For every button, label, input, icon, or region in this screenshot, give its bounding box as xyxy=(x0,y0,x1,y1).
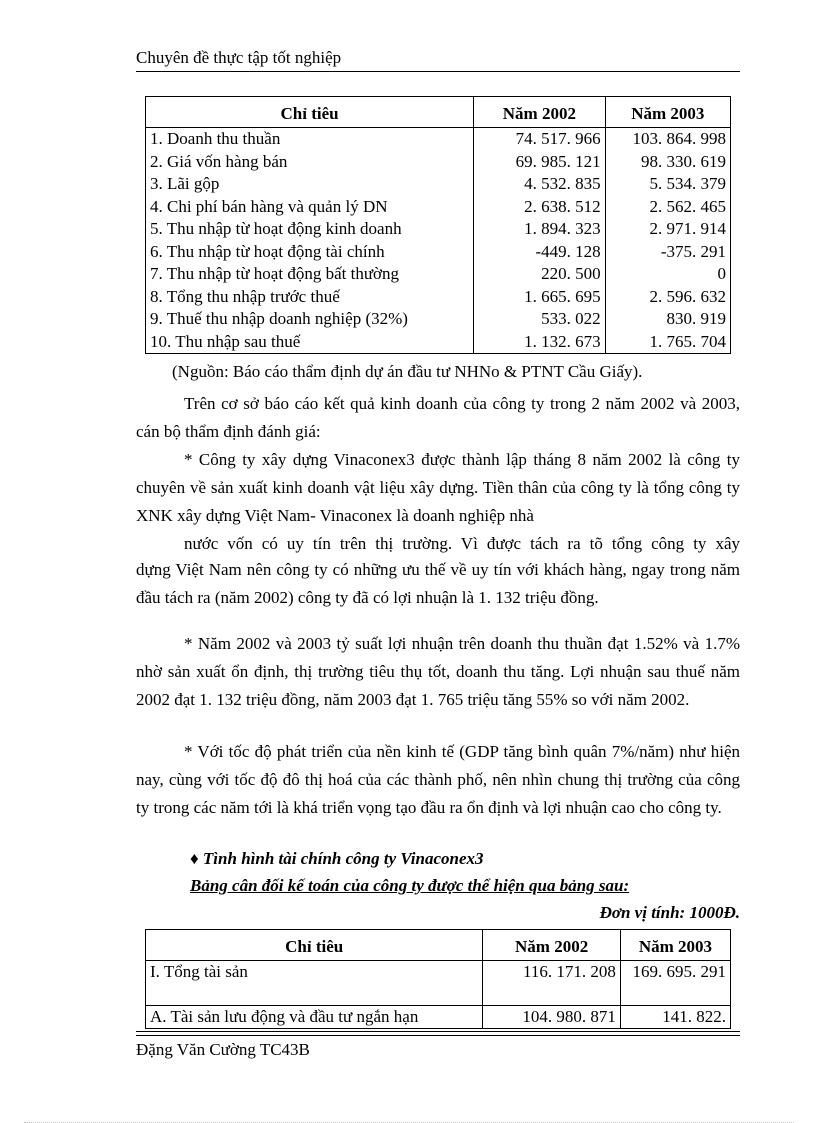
row-label: 9. Thuế thu nhập doanh nghiệp (32%) xyxy=(146,308,474,331)
row-label: 3. Lãi gộp xyxy=(146,173,474,196)
value-2003: 5. 534. 379 xyxy=(605,173,730,196)
table-row xyxy=(146,961,731,1006)
table-row xyxy=(146,151,731,174)
column-header-2003: Năm 2003 xyxy=(620,930,730,961)
value-2003: -375. 291 xyxy=(605,241,730,264)
column-header-2003: Năm 2003 xyxy=(605,97,730,128)
table-row xyxy=(146,196,731,219)
row-label: 1. Doanh thu thuần xyxy=(146,128,474,151)
table-row xyxy=(146,286,731,309)
section-subtitle-balance-sheet: Bảng cân đối kế toán của công ty được thể hiện qua bảng sau: xyxy=(190,876,630,895)
value-2002: 116. 171. 208 xyxy=(483,961,621,1006)
balance-sheet-table xyxy=(145,929,731,1029)
value-2002: 69. 985. 121 xyxy=(474,151,605,174)
column-header-2002: Năm 2002 xyxy=(474,97,605,128)
value-2002: 220. 500 xyxy=(474,263,605,286)
table-source-note: (Nguồn: Báo cáo thẩm định dự án đầu tư NHNo & PTNT Cầu Giấy). xyxy=(172,362,643,381)
header-rule xyxy=(136,71,740,72)
value-2003: 0 xyxy=(605,263,730,286)
value-2003: 141. 822. xyxy=(620,1006,730,1029)
row-label: I. Tổng tài sản xyxy=(146,961,483,1006)
table-row xyxy=(146,308,731,331)
value-2003: 98. 330. 619 xyxy=(605,151,730,174)
table-row xyxy=(146,1006,731,1029)
row-label: 2. Giá vốn hàng bán xyxy=(146,151,474,174)
column-header-indicator: Chỉ tiêu xyxy=(146,97,474,128)
value-2003: 1. 765. 704 xyxy=(605,331,730,354)
value-2003: 103. 864. 998 xyxy=(605,128,730,151)
value-2002: 104. 980. 871 xyxy=(483,1006,621,1029)
value-2002: 1. 894. 323 xyxy=(474,218,605,241)
paragraph-profit-ratio: * Năm 2002 và 2003 tỷ suất lợi nhuận trên doanh thu thuần đạt 1.52% và 1.7% nhờ sản xuất ổn định, thị trường tiêu thụ tốt, doanh thu tăng. Lợi nhuận sau thuế năm 2002 đạt 1. 132 triệu đồng, năm 2003 đạt 1. 765 triệu tăng 55% so với năm 2002. xyxy=(136,634,740,709)
value-2002: 1. 665. 695 xyxy=(474,286,605,309)
row-label: 6. Thu nhập từ hoạt động tài chính xyxy=(146,241,474,264)
paragraph-assessment-intro: Trên cơ sở báo cáo kết quả kinh doanh của công ty trong 2 năm 2002 và 2003, cán bộ thẩm định đánh giá: xyxy=(136,394,740,441)
value-2003: 2. 971. 914 xyxy=(605,218,730,241)
paragraph-company-background-continued-a: nước vốn có uy tín trên thị trường. Vì được tách ra tõ tổng công ty xây xyxy=(184,534,740,553)
value-2002: 533. 022 xyxy=(474,308,605,331)
value-2002: 4. 532. 835 xyxy=(474,173,605,196)
footer-rule xyxy=(136,1031,740,1032)
row-label: 10. Thu nhập sau thuế xyxy=(146,331,474,354)
value-2002: -449. 128 xyxy=(474,241,605,264)
column-header-2002: Năm 2002 xyxy=(483,930,621,961)
table-row xyxy=(146,331,731,354)
value-2002: 74. 517. 966 xyxy=(474,128,605,151)
value-2003: 2. 562. 465 xyxy=(605,196,730,219)
unit-note: Đơn vị tính: 1000Đ. xyxy=(599,903,740,922)
table-row xyxy=(146,128,731,151)
value-2002: 2. 638. 512 xyxy=(474,196,605,219)
table-row xyxy=(146,263,731,286)
value-2003: 2. 596. 632 xyxy=(605,286,730,309)
section-title-financial-status: ♦ Tình hình tài chính công ty Vinaconex3 xyxy=(190,849,484,868)
paragraph-market-outlook: * Với tốc độ phát triển của nền kinh tế (GDP tăng bình quân 7%/năm) như hiện nay, cùng với tốc độ đô thị hoá của các thành phố, nên nhìn chung thị trường của công ty trong các năm tới là khá triển vọng tạo đầu ra ổn định và lợi nhuận cao cho công ty. xyxy=(136,742,740,817)
footer-rule-thin xyxy=(136,1035,740,1036)
table-row xyxy=(146,173,731,196)
paragraph-company-background: * Công ty xây dựng Vinaconex3 được thành lập tháng 8 năm 2002 là công ty chuyên về sản xuất kinh doanh vật liệu xây dựng. Tiền thân của công ty là tổng công ty XNK xây dựng Việt Nam- Vinaconex là doanh nghiệp nhà xyxy=(136,450,740,525)
value-2003: 830. 919 xyxy=(605,308,730,331)
value-2003: 169. 695. 291 xyxy=(620,961,730,1006)
table-row xyxy=(146,218,731,241)
value-2002: 1. 132. 673 xyxy=(474,331,605,354)
table-header-row xyxy=(146,930,731,961)
row-label: A. Tài sản lưu động và đầu tư ngắn hạn xyxy=(146,1006,483,1029)
page-footer-author: Đặng Văn Cường TC43B xyxy=(136,1040,310,1059)
income-statement-table xyxy=(145,96,731,354)
row-label: 4. Chi phí bán hàng và quản lý DN xyxy=(146,196,474,219)
table-row xyxy=(146,241,731,264)
row-label: 7. Thu nhập từ hoạt động bất thường xyxy=(146,263,474,286)
column-header-indicator: Chỉ tiêu xyxy=(146,930,483,961)
row-label: 5. Thu nhập từ hoạt động kinh doanh xyxy=(146,218,474,241)
paragraph-company-background-continued-b: dựng Việt Nam nên công ty có những ưu thế về uy tín với khách hàng, ngay trong năm đầu tách ra (năm 2002) công ty đã có lợi nhuận là 1. 132 triệu đồng. xyxy=(136,560,740,607)
page-header-title: Chuyên đề thực tập tốt nghiệp xyxy=(136,48,342,67)
table-header-row xyxy=(146,97,731,128)
row-label: 8. Tổng thu nhập trước thuế xyxy=(146,286,474,309)
